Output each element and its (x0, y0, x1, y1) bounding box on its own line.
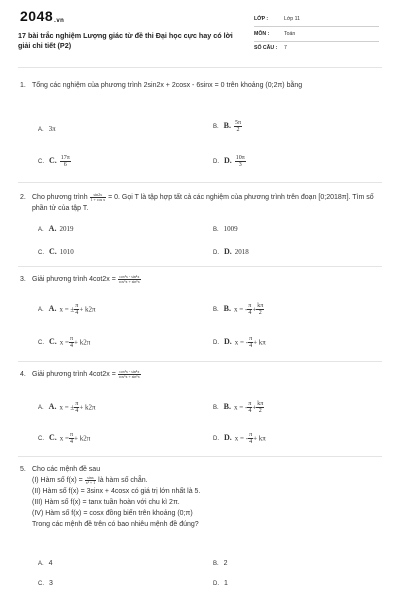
option-letter: C. (38, 250, 44, 256)
question-divider (18, 182, 382, 183)
option-value: 3π (48, 125, 56, 133)
logo-text: 2048 (20, 8, 54, 24)
option-a[interactable] (38, 124, 56, 135)
option-letter: A. (38, 561, 44, 567)
option-bold-letter: C. (49, 337, 57, 347)
option-letter: B. (213, 405, 219, 412)
option-expr-start: x = - (234, 305, 248, 314)
denominator: 4 (249, 343, 253, 349)
option-letter: D. (213, 250, 219, 256)
option-b[interactable] (213, 224, 238, 235)
numerator: kπ (257, 401, 264, 407)
question-text-end: = 0. Gọi T là tập hợp tất cả các nghiệm của phương trình trên đoạn [0;2018π]. Tìm số phần tử của tập T. (32, 194, 374, 212)
option-a[interactable] (38, 303, 96, 316)
question-number: 1. (20, 82, 26, 89)
option-expr-start: x = - (234, 338, 249, 347)
question-4 (20, 369, 386, 380)
option-d[interactable] (213, 247, 249, 258)
option-bold-letter: B. (223, 402, 232, 412)
option-a[interactable] (38, 401, 96, 414)
statement-1-fraction (85, 476, 96, 485)
denominator: 4 (248, 408, 252, 414)
numerator: 10π (235, 155, 245, 161)
denominator: 4 (249, 439, 253, 445)
option-value: 2019 (59, 225, 74, 233)
option-value: 4 (48, 560, 53, 567)
numerator: π (248, 401, 252, 407)
option-bold-letter: C. (49, 156, 57, 166)
option-letter: C. (38, 159, 44, 166)
option-letter: A. (38, 127, 44, 133)
meta-value: Lớp 11 (284, 16, 300, 22)
option-expr-end: + k2π (74, 434, 91, 443)
question-prompt: Trong các mệnh đề trên có bao nhiêu mệnh đề đúng? (32, 521, 199, 528)
numerator: cos⁴x - sin⁴x (119, 273, 140, 279)
header (0, 0, 400, 60)
option-letter: B. (213, 561, 219, 567)
meta-label: SỐ CÂU : (254, 45, 278, 51)
denominator: 2 (258, 310, 262, 316)
denominator: 1 + cos x (90, 196, 106, 202)
option-bold-letter: C. (49, 247, 57, 256)
option-letter: D. (213, 159, 219, 166)
option-letter: A. (38, 227, 44, 233)
question-fraction (90, 193, 107, 202)
denominator: 4 (70, 439, 73, 445)
numerator: 17π (60, 155, 70, 161)
logo-suffix: .vn (54, 18, 65, 24)
option-value: 1009 (223, 225, 238, 233)
numerator: cos⁴x - sin⁴x (119, 368, 140, 374)
option-fraction (234, 120, 242, 133)
option-bold-letter: B. (223, 121, 232, 131)
denominator: 2 (258, 408, 262, 414)
header-divider (18, 67, 382, 68)
option-letter: C. (38, 436, 44, 443)
numerator: π (75, 401, 79, 407)
question-number: 4. (20, 371, 26, 378)
option-a[interactable] (38, 224, 73, 235)
option-letter: C. (38, 340, 44, 347)
numerator: π (75, 303, 79, 309)
option-letter: C. (38, 581, 44, 587)
question-text-start: Giải phương trình 4cot2x = (32, 371, 116, 378)
numerator: 5π (235, 120, 242, 126)
option-b[interactable] (213, 120, 242, 133)
statement-2: (II) Hàm số f(x) = 3sinx + 4cosx có giá trị lớn nhất là 5. (32, 488, 201, 495)
question-text (32, 192, 386, 214)
question-5 (20, 464, 386, 530)
denominator: x² + 1 (85, 479, 96, 485)
option-bold-letter: A. (48, 402, 57, 412)
denominator: cos⁶x + sin⁶x (118, 373, 140, 379)
denominator: 2 (236, 127, 240, 133)
option-fraction-2 (256, 303, 264, 316)
numerator: π (69, 432, 74, 438)
statement-1-start: (I) Hàm số f(x) = (32, 477, 83, 484)
option-expr-start: x = (59, 338, 69, 347)
option-expr-start: x = ± (59, 403, 75, 412)
question-3 (20, 274, 386, 285)
question-text (32, 274, 386, 285)
option-letter: D. (213, 340, 219, 347)
option-d[interactable] (213, 579, 228, 589)
option-c[interactable] (38, 579, 53, 589)
option-value: 1010 (59, 248, 74, 256)
option-letter: A. (38, 307, 44, 314)
numerator: kπ (257, 303, 264, 309)
option-expr-end: + k2π (79, 403, 96, 412)
option-expr-start: x = - (234, 434, 249, 443)
option-d[interactable] (213, 155, 246, 168)
option-bold-letter: D. (224, 247, 232, 256)
option-letter: B. (213, 227, 219, 233)
question-fraction (118, 275, 141, 284)
denominator: 3 (238, 162, 242, 168)
denominator: cos⁶x + sin⁶x (118, 278, 140, 284)
meta-divider (254, 41, 379, 42)
option-expr-middle: + (252, 403, 257, 412)
denominator: 6 (63, 162, 67, 168)
question-divider (18, 361, 382, 362)
question-number: 3. (20, 276, 26, 283)
option-bold-letter: D. (224, 337, 232, 347)
meta-value: 7 (284, 45, 287, 51)
denominator: 4 (248, 310, 252, 316)
question-text-start: Giải phương trình 4cot2x = (32, 276, 116, 283)
question-divider (18, 266, 382, 267)
question-text: Tổng các nghiệm của phương trình 2sin2x + 2cosx - 6sinx = 0 trên khoảng (0;2π) bằng (32, 82, 303, 89)
numerator: sin2x (90, 193, 107, 198)
statement-1-end: là hàm số chẵn. (98, 477, 148, 484)
denominator: 4 (75, 310, 79, 316)
option-d[interactable] (213, 336, 266, 349)
option-expr-middle: + (252, 305, 257, 314)
question-fraction (118, 370, 141, 379)
statement-1 (32, 475, 386, 486)
option-bold-letter: A. (48, 224, 57, 233)
numerator: π (69, 336, 74, 342)
numerator: sinx (85, 476, 96, 481)
option-c[interactable] (38, 432, 90, 445)
meta-divider (254, 26, 379, 27)
meta-count (254, 45, 287, 52)
option-c[interactable] (38, 247, 74, 258)
meta-class (254, 16, 300, 23)
option-expr-start: x = - (234, 403, 248, 412)
option-bold-letter: C. (49, 433, 57, 443)
option-letter: B. (213, 307, 219, 314)
numerator: π (249, 336, 253, 342)
option-c[interactable] (38, 336, 90, 349)
option-b[interactable] (213, 559, 228, 569)
option-expr-end: + kπ (253, 434, 266, 443)
question-2 (20, 192, 386, 214)
numerator: π (249, 432, 253, 438)
option-letter: D. (213, 436, 219, 443)
option-fraction (235, 155, 246, 168)
meta-label: LỚP : (254, 16, 269, 22)
option-letter: D. (213, 581, 219, 587)
option-value: 2 (223, 560, 228, 567)
question-intro: Cho các mệnh đề sau (32, 466, 101, 473)
meta-label: MÔN : (254, 31, 270, 37)
option-value: 2018 (234, 248, 249, 256)
option-expr-end: + kπ (253, 338, 266, 347)
numerator: π (248, 303, 252, 309)
option-letter: A. (38, 405, 44, 412)
option-expr-start: x = ± (59, 305, 75, 314)
question-text (32, 369, 386, 380)
question-divider (18, 456, 382, 457)
option-c[interactable] (38, 155, 71, 168)
document-title: 17 bài trắc nghiệm Lượng giác từ đề thi Đại học cực hay có lời giải chi tiết (P2) (18, 31, 233, 50)
denominator: 4 (70, 343, 73, 349)
meta-value: Toán (284, 31, 296, 37)
option-fraction-2 (256, 401, 264, 414)
option-expr-end: + k2π (79, 305, 96, 314)
statement-3: (III) Hàm số f(x) = tanx tuần hoàn với chu kì 2π. (32, 499, 180, 506)
option-value: 3 (49, 580, 53, 587)
option-bold-letter: D. (224, 433, 232, 443)
option-d[interactable] (213, 432, 266, 445)
option-b[interactable] (213, 401, 264, 414)
option-b[interactable] (213, 303, 264, 316)
option-bold-letter: B. (223, 304, 232, 314)
option-value: 1 (224, 580, 228, 587)
option-expr-end: + k2π (74, 338, 91, 347)
question-text (32, 464, 386, 530)
site-logo[interactable] (20, 8, 64, 24)
option-letter: B. (213, 124, 219, 131)
option-a[interactable] (38, 559, 53, 569)
option-expr-start: x = (59, 434, 69, 443)
question-text-start: Cho phương trình (32, 194, 88, 201)
option-bold-letter: A. (48, 304, 57, 314)
question-1 (20, 80, 386, 91)
option-bold-letter: D. (224, 156, 232, 166)
meta-subject (254, 31, 295, 38)
option-fraction (60, 155, 71, 168)
question-number: 2. (20, 194, 26, 201)
denominator: 4 (75, 408, 79, 414)
statement-4: (IV) Hàm số f(x) = cosx đồng biến trên khoảng (0;π) (32, 510, 193, 517)
question-number: 5. (20, 466, 26, 473)
